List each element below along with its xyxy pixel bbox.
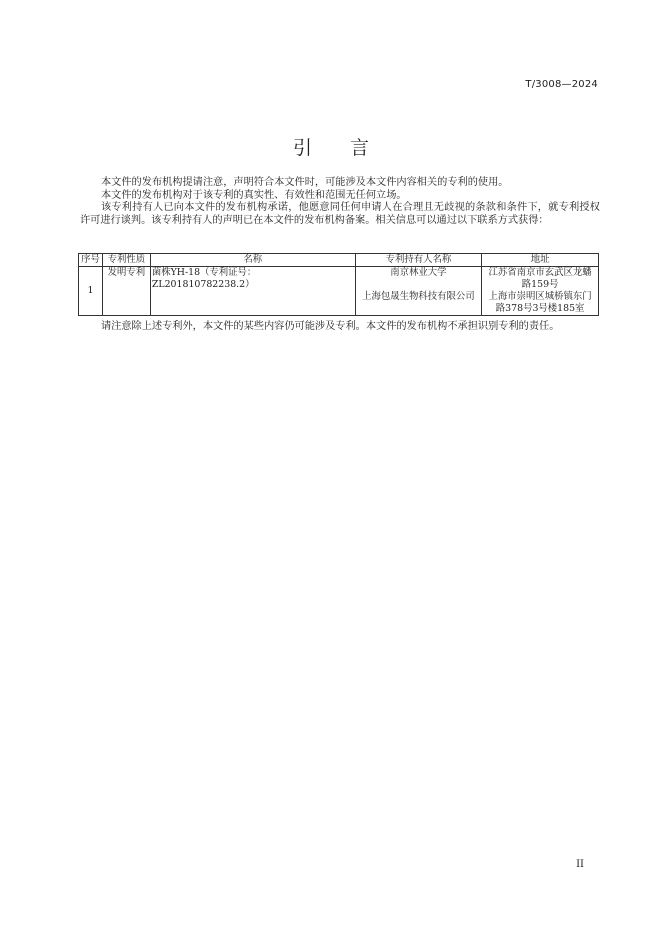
address-2-line-1: 上海市崇明区城桥镇东门 xyxy=(488,291,592,302)
page-number: II xyxy=(576,859,584,870)
cell-name: 菌株YH-18（专利证号：ZL201810782238.2） xyxy=(150,267,355,316)
holder-1: 南京林业大学 xyxy=(390,267,447,278)
paragraph-2: 本文件的发布机构对于该专利的真实性、有效性和范围无任何立场。 xyxy=(101,189,407,201)
introduction-paragraphs xyxy=(80,177,600,227)
address-1-line-2: 路159号 xyxy=(521,279,559,290)
header-holder: 专利持有人名称 xyxy=(355,254,482,267)
header-address: 地址 xyxy=(482,254,599,267)
patent-table xyxy=(78,253,599,316)
paragraph-3: 该专利持有人已向本文件的发布机构承诺，他愿意同任何申请人在合理且无歧视的条款和条件下，就专利授权许可进行谈判。该专利持有人的声明已在本文件的发布机构备案。相关信息可以通过以下联系方式获得： xyxy=(80,202,600,226)
holder-2: 上海包晟生物科技有限公司 xyxy=(362,291,475,302)
address-2-line-2: 路378号3号楼185室 xyxy=(495,303,585,314)
section-title-char-2: 言 xyxy=(350,137,370,159)
cell-type: 发明专利 xyxy=(102,267,150,316)
closing-paragraph: 请注意除上述专利外，本文件的某些内容仍可能涉及专利。本文件的发布机构不承担识别专利的责任。 xyxy=(101,321,560,332)
table-header-row xyxy=(79,254,599,267)
paragraph-1: 本文件的发布机构提请注意，声明符合本文件时，可能涉及本文件内容相关的专利的使用。 xyxy=(101,177,509,188)
section-title-char-1: 引 xyxy=(292,137,312,159)
address-1-line-1: 江苏省南京市玄武区龙蟠 xyxy=(488,267,592,278)
table-row xyxy=(79,267,599,316)
section-title xyxy=(0,133,662,160)
cell-holder xyxy=(355,267,482,316)
header-seq: 序号 xyxy=(79,254,103,267)
document-number: T/3008—2024 xyxy=(525,79,598,90)
cell-seq: 1 xyxy=(79,267,103,316)
cell-address xyxy=(482,267,599,316)
closing-note xyxy=(80,321,600,334)
header-type: 专利性质 xyxy=(102,254,150,267)
header-name: 名称 xyxy=(150,254,355,267)
